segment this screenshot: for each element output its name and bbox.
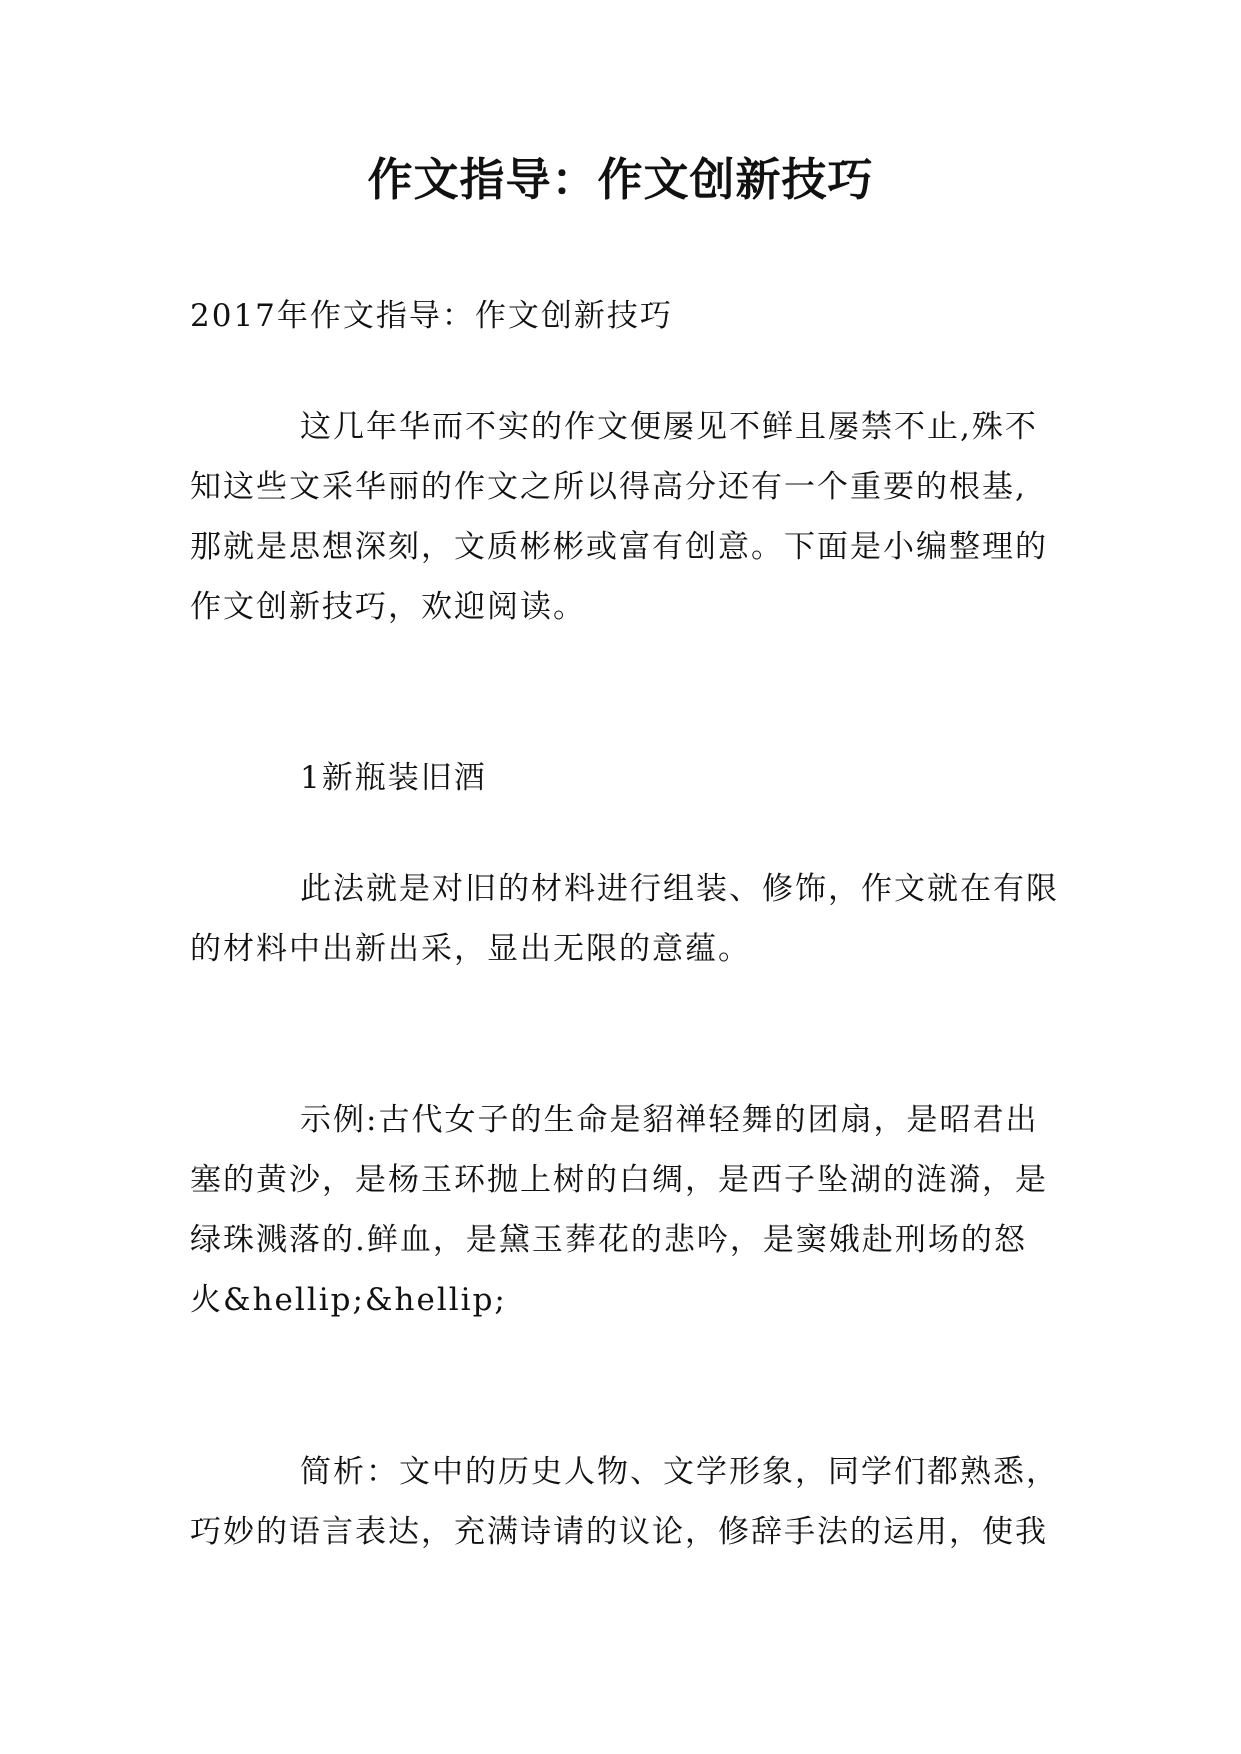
intro-line-1: 这几年华而不实的作文便屡见不鲜且屡禁不止,殊不	[300, 409, 1038, 445]
intro-line-3: 那就是思想深刻，文质彬彬或富有创意。下面是小编整理的	[190, 529, 1048, 565]
document-title: 作文指导：作文创新技巧	[367, 153, 874, 206]
example-line-2: 塞的黄沙，是杨玉环抛上树的白绸，是西子坠湖的涟漪，是	[190, 1162, 1048, 1198]
section-line-1: 此法就是对旧的材料进行组装、修饰，作文就在有限	[300, 871, 1059, 907]
section-heading: 1新瓶装旧酒	[300, 760, 487, 796]
section-line-2: 的材料中出新出采，显出无限的意蕴。	[190, 931, 751, 967]
intro-line-2: 知这些文采华丽的作文之所以得高分还有一个重要的根基,	[190, 469, 1027, 505]
example-line-1: 示例:古代女子的生命是貂禅轻舞的团扇，是昭君出	[300, 1102, 1039, 1138]
analysis-line-1: 简析：文中的历史人物、文学形象，同学们都熟悉，	[300, 1454, 1059, 1490]
example-line-3: 绿珠溅落的.鲜血，是黛玉葬花的悲吟，是窦娥赴刑场的怒	[190, 1222, 1027, 1258]
document-subtitle: 2017年作文指导：作文创新技巧	[190, 298, 673, 334]
intro-line-4: 作文创新技巧，欢迎阅读。	[190, 589, 586, 625]
analysis-line-2: 巧妙的语言表达，充满诗请的议论，修辞手法的运用，使我	[190, 1514, 1048, 1550]
example-line-4: 火&hellip;&hellip;	[190, 1282, 507, 1318]
